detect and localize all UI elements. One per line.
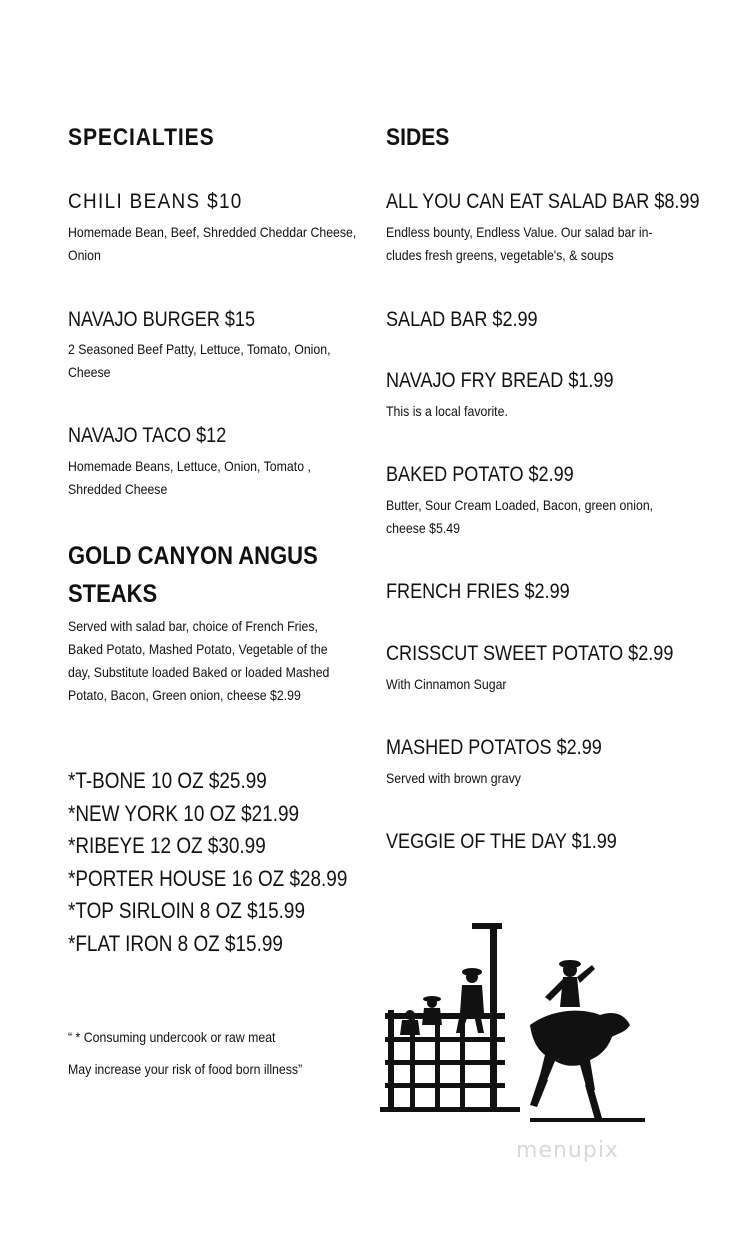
navajo-taco-desc: Homemade Beans, Lettuce, Onion, Tomato , Shredded Cheese bbox=[68, 458, 311, 497]
navajo-burger-title: NAVAJO BURGER $15 bbox=[68, 308, 256, 331]
salad-bar-all-desc: Endless bounty, Endless Value. Our salad bar in-cludes fresh greens, vegetable's, & soups bbox=[386, 224, 653, 263]
sweet-potato-desc: With Cinnamon Sugar bbox=[386, 676, 507, 692]
steak-item: *TOP SIRLOIN 8 OZ $15.99 bbox=[68, 898, 305, 923]
mashed-potatos-desc: Served with brown gravy bbox=[386, 770, 521, 786]
navajo-taco-title: NAVAJO TACO $12 bbox=[68, 424, 227, 447]
navajo-burger-desc: 2 Seasoned Beef Patty, Lettuce, Tomato, Onion, Cheese bbox=[68, 341, 331, 380]
watermark: menupix bbox=[516, 1138, 619, 1163]
chili-beans-desc: Homemade Bean, Beef, Shredded Cheddar Cheese, Onion bbox=[68, 224, 357, 263]
veggie-title: VEGGIE OF THE DAY $1.99 bbox=[386, 830, 617, 853]
steak-item: *NEW YORK 10 OZ $21.99 bbox=[68, 800, 300, 826]
steaks-heading: GOLD CANYON ANGUS STEAKS bbox=[68, 542, 318, 608]
steak-item: *RIBEYE 12 OZ $30.99 bbox=[68, 833, 266, 858]
sweet-potato-title: CRISSCUT SWEET POTATO $2.99 bbox=[386, 642, 674, 665]
warning-line-2: May increase your risk of food born illness” bbox=[68, 1061, 303, 1077]
chili-beans-title: CHILI BEANS $10 bbox=[68, 190, 243, 213]
french-fries-title: FRENCH FRIES $2.99 bbox=[386, 580, 570, 603]
rodeo-illustration bbox=[380, 915, 645, 1135]
baked-potato-desc: Butter, Sour Cream Loaded, Bacon, green onion, cheese $5.49 bbox=[386, 497, 654, 536]
specialties-heading: SPECIALTIES bbox=[68, 124, 215, 151]
salad-bar-title: SALAD BAR $2.99 bbox=[386, 308, 538, 331]
warning-line-1: “ * Consuming undercook or raw meat bbox=[68, 1029, 276, 1045]
steaks-desc: Served with salad bar, choice of French Fries, Baked Potato, Mashed Potato, Vegetable of the day, Substitute loaded Baked or loaded Mashed Potato, Bacon, Green onion, cheese $2.99 bbox=[68, 618, 330, 703]
steak-list bbox=[68, 765, 393, 960]
baked-potato-title: BAKED POTATO $2.99 bbox=[386, 463, 574, 486]
steak-item: *T-BONE 10 OZ $25.99 bbox=[68, 768, 267, 793]
mashed-potatos-title: MASHED POTATOS $2.99 bbox=[386, 736, 602, 759]
sides-heading: SIDES bbox=[386, 124, 450, 151]
steak-item: *FLAT IRON 8 OZ $15.99 bbox=[68, 930, 283, 956]
steak-item: *PORTER HOUSE 16 OZ $28.99 bbox=[68, 865, 348, 891]
fry-bread-title: NAVAJO FRY BREAD $1.99 bbox=[386, 369, 614, 392]
fry-bread-desc: This is a local favorite. bbox=[386, 403, 508, 419]
salad-bar-all-title: ALL YOU CAN EAT SALAD BAR $8.99 bbox=[386, 190, 700, 213]
